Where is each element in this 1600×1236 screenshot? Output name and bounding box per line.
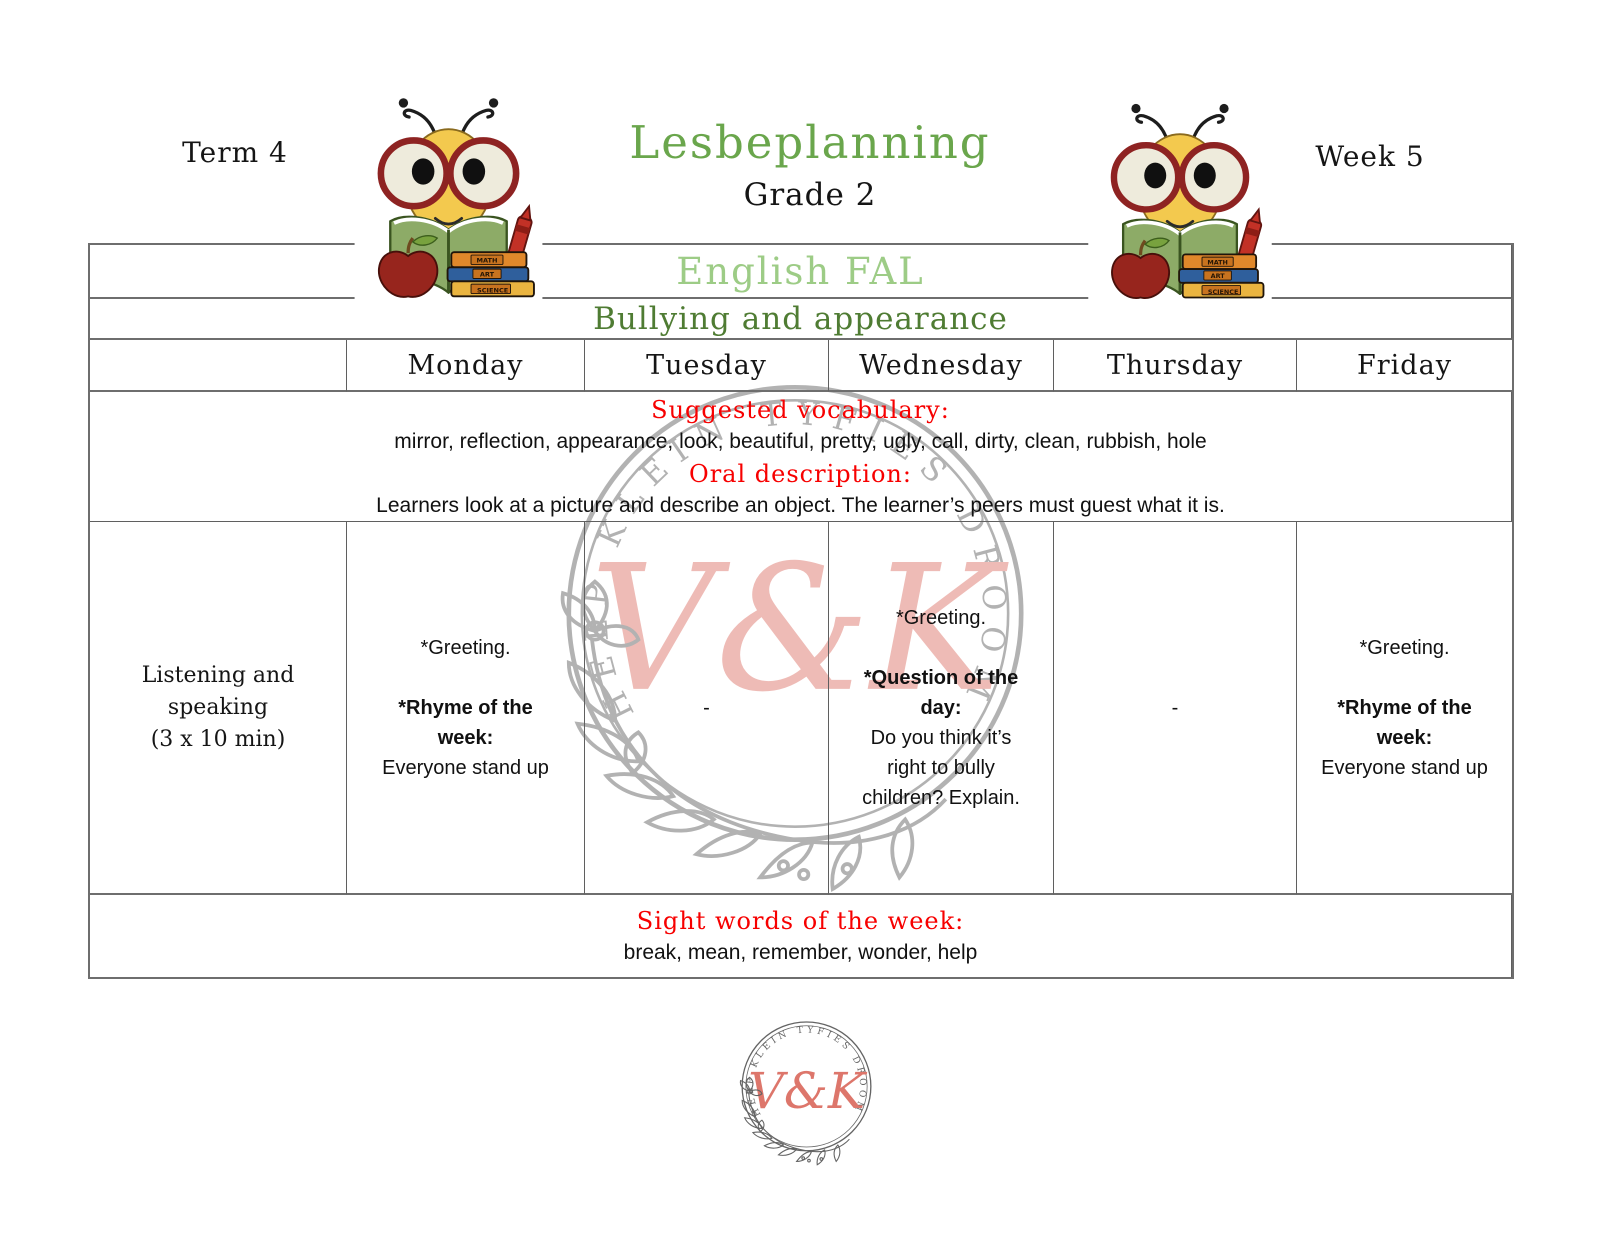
activity-cell-monday [347,522,585,895]
vocabulary-words: mirror, reflection, appearance, look, beautiful, pretty, ugly, call, dirty, clean, rubbish, hole [394,429,1207,453]
greeting-text: *Greeting. [895,606,987,629]
oral-description-text: Learners look at a picture and describe an object. The learner’s peers must guest what it is. [376,493,1225,517]
activity-cell-tuesday [585,522,829,895]
day-header-tuesday [585,340,829,392]
rhyme-heading: *Rhyme of the week: [1337,696,1472,749]
title-block [600,116,1020,213]
theme-label: Bullying and appearance [593,300,1008,337]
sight-words-section [90,895,1512,977]
vk-footer-logo-icon [724,1008,889,1173]
day-header-label: Friday [1357,349,1452,381]
term-label: Term 4 [182,136,288,169]
vocabulary-heading: Suggested vocabulary: [651,395,950,424]
subject-label: English FAL [676,249,925,293]
subject-banner [90,245,1512,299]
activity-cell-wednesday [829,522,1054,895]
day-header-monday [347,340,585,392]
day-header-friday [1297,340,1512,392]
rhyme-heading: *Rhyme of the week: [398,696,533,749]
day-header-label: Monday [407,349,524,381]
day-header-label: Wednesday [859,349,1023,381]
vocabulary-section [90,392,1512,522]
day-header-label: Thursday [1106,349,1244,381]
greeting-text: *Greeting. [420,636,511,659]
rhyme-text: Everyone stand up [382,756,549,779]
day-header-label: Tuesday [646,349,767,381]
sight-words-list: break, mean, remember, wonder, help [623,941,978,964]
reading-bug-clipart-icon [1086,92,1274,303]
sight-words-heading: Sight words of the week: [636,907,965,935]
question-heading: *Question of the day: [863,666,1019,719]
activity-label: Listening and speaking [141,662,295,720]
activity-cell-thursday [1054,522,1297,895]
activity-cell-friday [1297,522,1512,895]
activity-label-cell [90,522,347,895]
empty-dash: - [703,696,710,719]
oral-description-heading: Oral description: [689,459,912,488]
lesson-plan-table [88,243,1514,979]
reading-bug-clipart-icon [352,86,545,302]
activity-label-sub: (3 x 10 min) [150,726,286,752]
corner-cell [90,340,347,392]
rhyme-text: Everyone stand up [1321,756,1488,779]
theme-banner [90,299,1512,340]
greeting-text: *Greeting. [1359,636,1450,659]
week-label: Week 5 [1315,140,1425,173]
grade-label: Grade 2 [743,177,877,213]
day-header-wednesday [829,340,1054,392]
page-title: Lesbeplanning [629,116,991,169]
empty-dash: - [1171,696,1179,719]
day-header-thursday [1054,340,1297,392]
question-text: Do you think it’s right to bully children? Explain. [862,726,1020,809]
